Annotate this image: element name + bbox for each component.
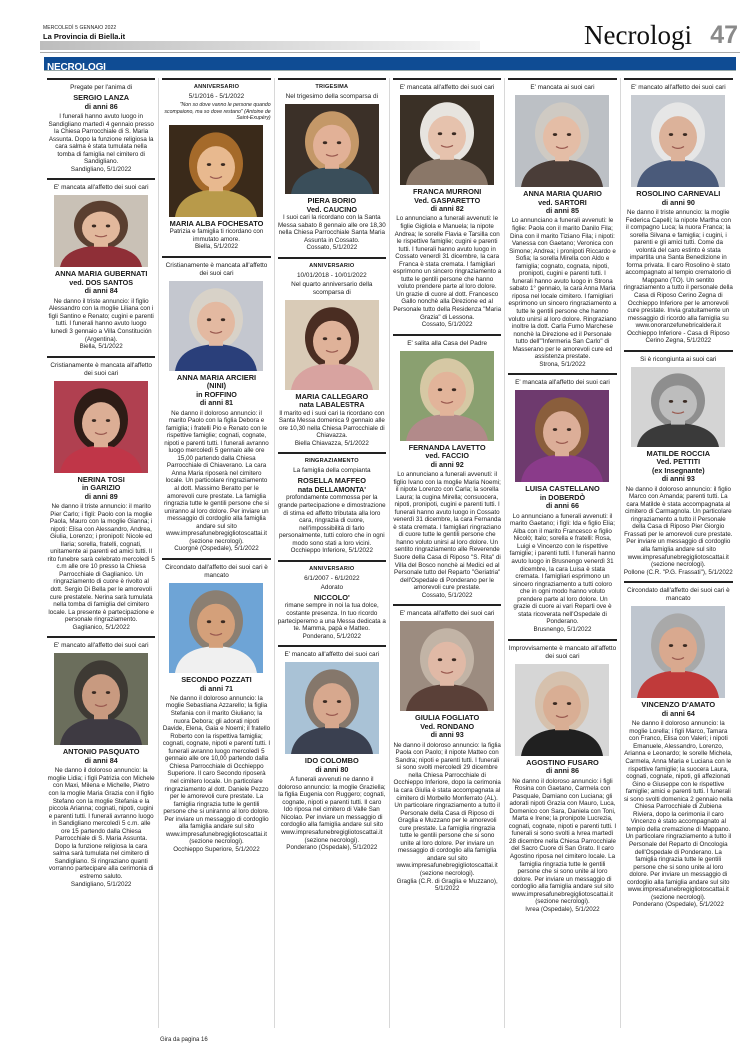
notice-intro: Nel trigesimo della scomparsa di — [285, 93, 378, 100]
obituary-notice — [508, 78, 616, 373]
notice-text: Lo annunciano a funerali avvenuti: le figlie Gigliola e Manuela; la nipote Andrea; le sorelle Flavia e Tarsilla con le rispettive famiglie; cugini e parenti tutti. I funerali hanno avuto luogo in Cossato venerdì 31 dicembre, la cara Franca è stata cremata. I famigliari esprimono un sincero ringraziamento a tutte le gentili persone che hanno voluto prendere parte al loro dolore. Un grazie di cuore al dott. Francesco Gallo nonchè alla Direzione ed al Personale tutto della Residenza "Maria Grazia" di Lessona. — [393, 215, 502, 321]
anniversary-dates: 5/1/2016 - 5/1/2022 — [188, 93, 245, 100]
deceased-name: FRANCA MURRONI — [413, 187, 482, 196]
anniversary-dates: 10/01/2018 - 10/01/2022 — [296, 271, 367, 279]
place-date: Strona, 5/1/2022 — [539, 360, 586, 368]
deceased-subtitle: ved. DOS SANTOS — [69, 277, 134, 287]
place-date: Ponderano (Ospedale), 5/1/2022 — [286, 844, 378, 852]
notice-text: Ne danno il doloroso annuncio: la moglie Lidia; i figli Patrizia con Michele con Maxi, Milena e Michelle, Pietro con la moglie Maria Grazia con il figlio Stefano con la moglie Stefania e la piccola Arianna; cognati, nipoti, cugini e parenti tutti. I funerali avranno luogo in Sandigliano mercoledì 5 c.m. alle ore 15 partendo dalla Chiesa Parrocchiale di S. Maria Assunta. Dopo la funzione religiosa la cara salma sarà tumulata nel cimitero di Sandigliano. Si ringraziano quanti vorranno partecipare alla cerimonia di estremo saluto. — [47, 767, 155, 880]
obituary-notice — [278, 645, 386, 856]
portrait-photo — [169, 125, 263, 217]
notice-intro: E' mancata all'affetto dei suoi cari — [399, 84, 495, 91]
notice-type: ANNIVERSARIO — [193, 84, 240, 90]
obituary-notice — [47, 78, 155, 178]
deceased-subtitle: ved. SARTORI — [538, 197, 587, 207]
portrait-photo — [631, 606, 725, 698]
deceased-subtitle: in DOBERDÒ — [539, 492, 586, 502]
deceased-name: ANTONIO PASQUATO — [62, 747, 140, 757]
deceased-subtitle: in ROFFINO — [196, 389, 237, 399]
place-date: Biella, 5/1/2022 — [79, 343, 123, 351]
deceased-subtitle: nata DELLAMONTA' — [297, 485, 366, 495]
deceased-age: di anni 85 — [545, 206, 580, 215]
deceased-subtitle: Ved. CAUCINO — [306, 204, 357, 214]
place-date: Graglia (C.R. di Graglia e Muzzano), 5/1/2022 — [396, 877, 498, 893]
portrait-photo — [54, 381, 148, 473]
deceased-name: MATILDE ROCCIA — [646, 448, 711, 458]
obituary-column — [621, 78, 736, 1028]
notice-type: ANNIVERSARIO — [309, 565, 355, 572]
notice-intro: Cristianamente è mancata all'affetto dei suoi cari — [165, 261, 268, 277]
portrait-photo — [169, 583, 263, 673]
notice-intro: E' mancato all'affetto dei suoi cari — [284, 651, 380, 659]
place-date: Occhieppo Inferiore - Casa di Riposo Cerino Zegna, 5/1/2022 — [627, 329, 730, 345]
deceased-subtitle: (ex Insegnante) — [651, 465, 705, 475]
notice-text: Lo annunciano a funerali avvenuti: il marito Gaetano; i figli: Ida e figlio Elia; Alba con il marito Francesco e figlio Nicolò; Italo; sorella e fratelli: Rosa, Luigi e Vincenzo con le rispettive famiglie; i parenti tutti. I funerali hanno avuto luogo in Brusnengo venerdì 31 dicembre, la cara Luisa è stata cremata. I famigliari esprimono un sincero ringraziamento a tutti coloro che in ogni modo hanno voluto prendere parte al loro dolore. Un grazie di cuore ai vari Reparti ove è stata ricoverata nell'Ospedale di Ponderano. — [509, 512, 616, 626]
obituary-notice — [278, 452, 386, 559]
obituary-notice — [278, 560, 386, 645]
deceased-name: ANNA MARIA ARCIERI — [176, 372, 257, 382]
header-divider — [40, 52, 740, 53]
deceased-subtitle: in GARIZIO — [81, 483, 121, 493]
notice-text: profondamente commossa per la grande partecipazione e dimostrazione di stima ed affetto tributata alla loro cara, ringrazia di cuore, nell'impossibilità di farlo personalmente, tutti coloro che in ogni modo sono stati a loro vicini. — [277, 494, 386, 547]
notice-intro: E' mancata ai suoi cari — [530, 84, 595, 91]
deceased-subtitle: nata LABALESTRA — [299, 400, 365, 410]
notice-text: Il marito ed i suoi cari la ricordano con Santa Messa domenica 9 gennaio alle ore 10,30 nella Chiesa Parrocchiale di Chiavazza. — [278, 409, 385, 440]
deceased-age: di anni 81 — [199, 398, 234, 408]
notice-intro: Adorato — [320, 583, 344, 591]
deceased-age: di anni 66 — [545, 501, 580, 511]
notice-intro: E' mancato all'affetto dei suoi cari — [630, 84, 726, 91]
notice-text: Ne danno il doloroso annuncio: i figli Rosina con Gaetano, Carmela con Pasquale, Damiano con Luciana; gli adorati nipoti Grazia con Mauro, Luca, Domenico con Sara, Daniela con Toni, Marta e Irene; la pronipote Lucrezia, cognati, cognate, nipoti e parenti tutti. I funerali si sono svolti a Ivrea martedì 28 dicembre nella Chiesa Parrocchiale del Sacro Cuore di San Grato. Il caro Agostino riposa nel cimitero locale. La famiglia ringrazia tutte le gentili persone che si sono unite al loro dolore. Per inviare un messaggio di cordoglio alla famiglia andare sul sito www.impresafunebregigliotoscattai.it (sezione necrologi). — [508, 777, 617, 906]
deceased-subtitle: Ved. GASPARETTO — [414, 195, 481, 205]
notice-intro: Nel quarto anniversario della scomparsa di — [291, 280, 373, 296]
newspaper-name: La Provincia di Biella.it — [43, 32, 126, 41]
portrait-photo — [631, 367, 725, 447]
place-date: Ivrea (Ospedale), 5/1/2022 — [525, 905, 600, 913]
obituary-notice — [162, 78, 270, 256]
notice-intro: E' salita alla Casa del Padre — [407, 339, 488, 347]
notice-text: I funerali hanno avuto luogo in Sandigliano martedì 4 gennaio presso la Chiesa Parrocchiale di S. Maria Assunta. Dopo la funzione religiosa la cara salma è stata tumulata nella tomba di famiglia nel cimitero di Sandigliano. — [48, 113, 154, 166]
notice-intro: Circondato dall'affetto dei suoi cari è mancato — [626, 587, 730, 603]
place-date: Pollone (C.R. "P.G. Frassati"), 5/1/2022 — [623, 568, 733, 576]
deceased-subtitle: Ved. PETTITI — [656, 457, 701, 467]
portrait-photo — [515, 390, 609, 482]
notice-type: TRIGESIMA — [315, 84, 349, 90]
portrait-photo — [631, 95, 725, 187]
notice-text: Ne danno il doloroso annuncio: la moglie Lorella; i figli Marco, Tamara con Franco, Elisa con Valeri; i nipoti Emanuele, Alessandro, Lorenzo, Arianna e Leonardo; le sorelle Michela, Carmela, Anna Maria e Luciana con le rispettive famiglie; la suocera Laura, cognati, cognate, nipoti, gli affezionati Gino e Giuseppe con le rispettive famiglie; amici e parenti tutti. I funerali si sono svolti domenica 2 gennaio nella Chiesa Parrocchiale di Zubiena Riviera, dopo la cerimonia il caro Vincenzo è stato accompagnato al tempio della cremazione di Mappano. Un particolare ringraziamento a tutto il Personale del Reparto di Oncologia dell'Ospedale di Ponderano. La famiglia ringrazia tutte le gentili persone che si sono unite al loro dolore. Per inviare un messaggio di cordoglio alla famiglia andare sul sito www.impresafunebregigliotoscattai.it (sezione necrologi). — [623, 720, 733, 901]
place-date: Biella, 5/1/2022 — [194, 243, 239, 251]
obituary-column — [505, 78, 620, 1028]
deceased-age: di anni 86 — [545, 766, 580, 776]
obituary-notice — [393, 334, 501, 605]
portrait-photo — [400, 351, 494, 441]
notice-text: Ne danno il triste annuncio: il marito Pier Carlo; i figli: Paolo con la moglie Paola, Mauro con la moglie Gianna; i nipoti: Elisa con Alessandro, Andrea, Giulia, Lorenzo; i pronipoti: Nicole ed Ilaria; sorella, fratelli, cognati, unitamente ai parenti ed amici tutti. Il rito funebre sarà celebrato mercoledì 5 c.m alle ore 10 presso la Chiesa Parrocchiale di Gaglianico. Un ringraziamento di cuore è rivolto al dott. Sergio Di Bella per le amorevoli cure prestatele. Nerina sarà tumulata nella tomba di famiglia del cimitero locale. La presente è partecipazione e personale ringraziamento. — [47, 503, 155, 624]
deceased-name: ANNA MARIA QUARIO — [523, 189, 602, 198]
notice-text: A funerali avvenuti ne danno il doloroso annuncio: la moglie Graziella; la figlia Eugenia con Ruggero; cognati, cognate, nipoti e parenti tutti. Il caro Ido riposa nel cimitero di Valle San Nicolao. Per inviare un messaggio di cordoglio alla famiglia andare sul sito www.impresafunebregigliotoscattai.it (sezione necrologi). — [277, 776, 386, 844]
notice-text: Ne danno il triste annuncio: la moglie Federica Capelli; la nipote Martha con il compagno Luca; la nuora Franca; la sorella Silvana e famiglia; i cugini, i parenti e gli amici tutti. Come da volontà del caro estinto è stata impartita una Santa Benedizione in forma privata. Il caro Rosolino è stato accompagnato al tempio crematorio di Mappano (TO). Un sentito ringraziamento a tutto il personale della Casa di Riposo Cerino Zegna di Occhieppo Inferiore per le amorevoli cure prestate. Invia gratuitamente un messaggio di ricordo alla famiglia su www.onoranzefunebricaldera.it — [623, 209, 733, 330]
obituary-columns — [44, 78, 736, 1028]
deceased-age: di anni 80 — [315, 764, 349, 774]
deceased-age: di anni 71 — [199, 683, 234, 693]
notice-intro: E' mancata all'affetto dei suoi cari — [515, 379, 610, 387]
obituary-column — [275, 78, 390, 1028]
portrait-photo — [54, 653, 148, 745]
deceased-age: di anni 90 — [661, 197, 695, 207]
issue-date: MERCOLEDÌ 5 GENNAIO 2022 — [43, 25, 117, 31]
deceased-name: AGOSTINO FUSARO — [526, 757, 599, 767]
obituary-notice — [393, 604, 501, 897]
deceased-name: NERINA TOSI — [77, 474, 125, 484]
deceased-subtitle: Ved. RONDANO — [420, 721, 475, 731]
obituary-notice — [47, 636, 155, 893]
obituary-notice — [162, 558, 270, 858]
notice-text: Ne danno il triste annuncio: il figlio Alessandro con la moglie Liliana con i figli Santino e Renato; cugini e parenti tutti. I funerali hanno avuto luogo lunedì 3 gennaio a Villa Constitución (Argentina). — [48, 297, 154, 343]
deceased-name: GIULIA FOGLIATO — [414, 713, 480, 723]
deceased-age: di anni 84 — [84, 755, 118, 765]
portrait-photo — [285, 104, 379, 194]
notice-intro: E' mancata all'affetto dei suoi cari — [53, 184, 149, 192]
notice-intro: Cristianamente è mancata all'affetto dei suoi cari — [50, 361, 152, 377]
continuation-note: Gira da pagina 16 — [160, 1037, 208, 1043]
place-date: Cuorgnè (Ospedale), 5/1/2022 — [174, 545, 259, 553]
portrait-photo — [515, 95, 609, 187]
deceased-age: di anni 93 — [430, 730, 464, 740]
notice-text: Patrizia e famiglia ti ricordano con immutato amore. — [169, 228, 264, 243]
obituary-notice — [393, 78, 501, 334]
obituary-notice — [47, 178, 155, 355]
obituary-notice — [624, 78, 733, 350]
deceased-age: di anni 89 — [84, 491, 118, 501]
place-date: Sandigliano, 5/1/2022 — [70, 880, 132, 888]
deceased-name: NICCOLO' — [313, 592, 350, 602]
notice-text: Ne danno il doloroso annuncio: la figlia Paola con Paolo; il nipote Matteo con Sandra; nipoti e parenti tutti. I funerali si sono svolti mercoledì 29 dicembre nella Chiesa Parrocchiale di Occhieppo Inferiore, dopo la cerimonia la cara Giulia è stata accompagnata al cimitero di Morbello Monferrato (AL). Un particolare ringraziamento a tutto il Personale della Casa di Riposo di Graglia e Muzzano per le amorevoli cure prestate. La famiglia ringrazia tutte le gentili persone che si sono unite al loro dolore. Per inviare un messaggio di cordoglio alla famiglia andare sul sito www.impresafunebregigliotoscattai.it (sezione necrologi). — [393, 741, 501, 878]
deceased-age: di anni 64 — [661, 708, 695, 718]
deceased-age: di anni 92 — [430, 459, 464, 469]
obituary-notice — [624, 350, 733, 581]
deceased-name: MARIA ALBA FOCHESATO — [169, 218, 264, 228]
deceased-name: ROSELLA MAFFEO — [297, 476, 366, 486]
obituary-notice — [278, 257, 386, 453]
obituary-notice — [162, 256, 270, 558]
deceased-name: ROSOLINO CARNEVALI — [636, 189, 721, 198]
notice-type: RINGRAZIAMENTO — [304, 458, 359, 465]
notice-text: Lo annunciano a funerali avvenuti: le figlie: Paola con il marito Danilo Fila; Dina con il marito Tiziano Fila; i nipoti: Vanessa con Gaetano; Veronica con Simone; Andrea; i pronipoti Riccardo e Sofia; la sorella Mirella con Aldo e famiglia; cognato, cognata, nipoti, pronipoti, cugini e parenti tutti. I funerali hanno avuto luogo in Strona sabato 1° gennaio, la cara Anna Maria riposa nel locale cimitero. I famigliari esprimono un sincero ringraziamento a tutte le gentili persone che hanno voluto unirsi al loro dolore. Ringraziano inoltre la dott. Carla Fumo Marchese nonchè la Direzione ed il Personale tutto dell'"Infermeria San Carlo" di Masserano per le amorevoli cure ed assistenza prestate. — [508, 217, 617, 361]
portrait-photo — [54, 195, 148, 267]
obituary-column — [44, 78, 159, 1028]
place-date: Ponderano, 5/1/2022 — [302, 632, 362, 640]
memorial-quote: "Non so dove vanno le persone quando scompaiono, ma so dove restano" (Antoine de Saint-Exupéry) — [164, 102, 271, 121]
portrait-photo — [400, 95, 494, 185]
obituary-notice — [624, 581, 733, 914]
place-date: Sandigliano, 5/1/2022 — [70, 165, 132, 173]
place-date: Brusnengo, 5/1/2022 — [533, 625, 592, 633]
deceased-subtitle: ved. FACCIO — [425, 451, 469, 461]
notice-intro: La famiglia della compianta — [293, 467, 371, 475]
masthead — [40, 22, 740, 50]
deceased-name: SECONDO POZZATI — [181, 674, 252, 684]
deceased-name: VINCENZO D'AMATO — [641, 700, 716, 710]
deceased-age: di anni 82 — [430, 204, 464, 213]
masthead-gradient-bar — [40, 41, 480, 50]
place-date: Cossato, 5/1/2022 — [421, 321, 473, 329]
place-date: Occhieppo Superiore, 5/1/2022 — [173, 845, 260, 853]
deceased-subtitle: (NINI) — [206, 381, 227, 391]
section-title: Necrologi — [584, 20, 692, 50]
deceased-name: IDO COLOMBO — [304, 756, 359, 766]
section-band-label: NECROLOGI — [47, 62, 106, 73]
notice-text: Lo annunciano a funerali avvenuti: il figlio Ivano con la moglie Maria Noemi; il nipote Lorenzo con Carla; la sorella Laura; la cugina Mirella; consuocera, nipoti, pronipoti, cugini e parenti tutti. I funerali hanno avuto luogo in Cossato venerdì 31 dicembre, la cara Fernanda è stata cremata. I famigliari ringraziano di cuore tutte le gentili persone che hanno voluto unirsi al loro dolore. Un sentito ringraziamento alle Reverende Suore della Casa di Riposo "S. Rita" di Villa del Bosco nonchè ai Medici ed al Personale tutto del Reparto "Geriatria" dell'Ospedale di Ponderano per le amorevoli cure prestate. — [393, 471, 501, 592]
notice-type: ANNIVERSARIO — [309, 262, 355, 269]
place-date: Cossato, 5/1/2022 — [306, 244, 358, 252]
portrait-photo — [285, 300, 379, 390]
portrait-photo — [285, 662, 379, 754]
obituary-notice — [278, 78, 386, 257]
obituary-notice — [47, 356, 155, 637]
deceased-name: SERGIO LANZA — [73, 93, 130, 102]
place-date: Gaglianico, 5/1/2022 — [72, 623, 130, 631]
page-number: 47 — [710, 21, 738, 49]
deceased-age: di anni 86 — [84, 101, 118, 111]
place-date: Biella Chiavazza, 5/1/2022 — [294, 439, 369, 447]
notice-text: Ne danno il doloroso annuncio: il marito Paolo con la figlia Debora e famiglia; i fratelli Pio e Renato con le rispettive famiglie; cognati, cognate, nipoti e parenti tutti. I funerali avranno luogo mercoledì 5 gennaio alle ore 15,00 partendo dalla Chiesa Parrocchiale di Chiaverano. La cara Anna Maria riposerà nel cimitero locale. Un particolare ringraziamento al dott. Massimo Beratto per le amorevoli cure prestate. La famiglia ringrazia tutte le gentili persone che si uniranno al loro dolore. Per inviare un messaggio di cordoglio alla famiglia andare sul sito www.impresafunebregigliotoscattai.it (sezione necrologi). — [164, 409, 269, 545]
deceased-name: PIERA BORIO — [307, 196, 357, 205]
obituary-notice — [508, 639, 616, 919]
notice-intro: E' mancato all'affetto dei suoi cari — [53, 642, 149, 650]
deceased-age: di anni 84 — [84, 286, 118, 296]
deceased-name: LUISA CASTELLANO — [525, 484, 600, 494]
place-date: Cossato, 5/1/2022 — [421, 591, 473, 599]
notice-intro: Circondato dall'affetto dei suoi cari è mancato — [165, 563, 268, 579]
portrait-photo — [169, 281, 263, 371]
deceased-name: MARIA CALLEGARO — [295, 391, 369, 401]
portrait-photo — [400, 621, 494, 711]
portrait-photo — [515, 664, 609, 756]
notice-intro: E' mancata all'affetto dei suoi cari — [399, 610, 495, 618]
place-date: Ponderano (Ospedale), 5/1/2022 — [632, 901, 724, 909]
section-band — [44, 57, 736, 71]
place-date: Occhieppo Inferiore, 5/1/2022 — [290, 547, 373, 555]
anniversary-dates: 6/1/2007 - 6/1/2022 — [304, 574, 360, 582]
notice-intro: Improvvisamente è mancato all'affetto dei suoi cari — [508, 644, 617, 660]
notice-intro: Pregate per l'anima di — [70, 84, 133, 91]
deceased-name: ANNA MARIA GUBERNATI — [54, 269, 148, 279]
deceased-name: FERNANDA LAVETTO — [408, 442, 486, 452]
notice-intro: Si è ricongiunta ai suoi cari — [640, 355, 717, 363]
obituary-column — [390, 78, 505, 1028]
notice-text: Ne danno il doloroso annuncio: il figlio Marco con Amanda; parenti tutti. La cara Matilde è stata accompagnata al cimitero di Carmagnola. Un particolare ringraziamento a tutto il Personale della Casa di Riposo Pier Giorgio Frassati per le amorevoli cure prestate. Per inviare un messaggio di cordoglio alla famiglia andare sul sito www.impresafunebregigliotoscattai.it (sezione necrologi). — [624, 485, 733, 569]
notice-text: Ne danno il doloroso annuncio: la moglie Sebastiana Azzarello; la figlia Stefania con il marito Giuliano; la nuora Debora; gli adorati nipoti Davide, Elena, Gaia e Noemi; il fratello Roberto con la rispettiva famiglia; cognati, cognate, nipoti e parenti tutti. I funerali avranno luogo mercoledì 5 gennaio alle ore 10,00 partendo dalla Chiesa Parrocchiale di Occhieppo Superiore. Il caro Secondo riposerà nel cimitero locale. Un particolare ringraziamento al dott. Daniele Pezzo per le amorevoli cure prestate. La famiglia ringrazia tutte le gentili persone che si uniranno al loro dolore. Per inviare un messaggio di cordoglio alla famiglia andare sul sito www.impresafunebregigliotoscattai.it (sezione necrologi). — [162, 694, 271, 846]
deceased-age: di anni 93 — [661, 474, 695, 484]
notice-text: I suoi cari la ricordano con la Santa Messa sabato 8 gennaio alle ore 18,30 nella Chiesa Parrocchiale Santa Maria Assunta in Cossato. — [277, 214, 386, 244]
obituary-column — [159, 78, 274, 1028]
obituary-notice — [508, 373, 616, 638]
notice-text: rimane sempre in noi la tua dolce, costante presenza. In tuo ricordo parteciperemo a una Messa dedicata a te. Mamma, papà e Matteo. — [277, 602, 386, 633]
